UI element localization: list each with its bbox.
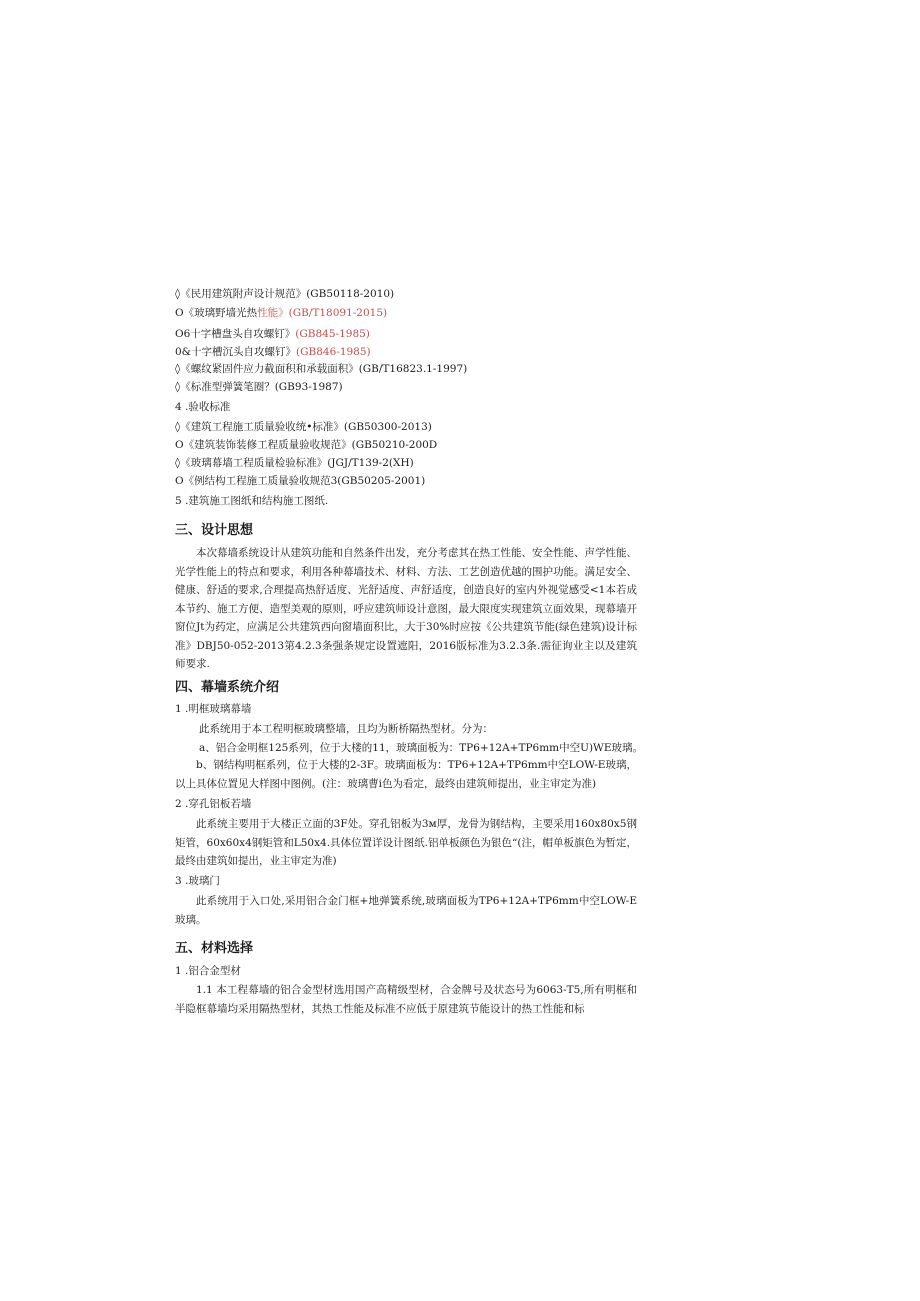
reference-line: O6十字槽盘头自攻螺钉》(GB845-1985)	[175, 328, 370, 340]
reference-line: ◊《螺纹紧固件应力截面积和承载面积》(GB/T16823.1-1997)	[175, 363, 468, 375]
reference-line: ◊《民用建筑附声设计规范》(GB50118-2010)	[175, 288, 395, 300]
numbered-item: 1 .铝合金型材	[175, 965, 241, 977]
section-heading: 五、材料选择	[175, 941, 254, 956]
reference-line: ◊《玻璃幕墙工程质量检验标准》(JGJ/T139-2(XH)	[175, 457, 414, 469]
numbered-item: 1 .明框玻璃幕墙	[175, 703, 252, 715]
reference-line: 0&十字槽沉头自攻螺钉》(GB846-1985)	[175, 346, 371, 358]
section-paragraph: 此系统用于入口处,采用铝合金门框+地弹簧系统,玻璃面板为TP6+12A+TP6mm中空LOW-E玻璃。	[175, 895, 637, 926]
numbered-item: 3 .玻璃门	[175, 875, 220, 887]
reference-line: O《建筑装饰装修工程质量验收规范》(GB50210-200D	[175, 439, 438, 451]
paragraph-line: a、铝合金明框125系列，位于大楼的11，玻璃面板为：TP6+12A+TP6mm中空U)WE玻璃。	[199, 742, 644, 754]
reference-line: ◊《建筑工程施工质量验收统•标准》(GB50300-2013)	[175, 421, 432, 433]
numbered-item: 5 .建筑施工图纸和结构施工图纸.	[175, 495, 329, 507]
section-paragraph: 1.1 本工程幕墙的铝合金型材选用国产高精级型材，合金牌号及状态号为6063-T5,所有明框和半隐框幕墙均采用隔热型材，其热工性能及标准不应低于原建筑节能设计的热工性能和标	[175, 984, 637, 1015]
reference-line: O《例结构工程施工质量验收规范3(GB50205-2001)	[175, 475, 426, 487]
numbered-item: 4 .验收标准	[175, 401, 231, 413]
reference-line: O《玻璃野墙光热性能》(GB/T18091-2015)	[175, 307, 388, 319]
paragraph-line: 此系统用于本工程明框玻璃整墙，且均为断桥隔热型材。分为：	[199, 723, 493, 735]
section-heading: 四、幕墙系统介绍	[175, 680, 280, 695]
section-paragraph: 此系统主要用于大楼正立面的3F处。穿孔铝板为3м厚，龙骨为钢结构，主要采用160x80x5钢矩管，60x60x4钢矩管和L50x4.具体位置详设计图纸.铝单板颜色为银色“(注，帽单板旗色为暂定，最终由建筑如提出，业主审定为准)	[175, 818, 637, 867]
reference-line: ◊《标准型弹簧笔圈？(GB93-1987)	[175, 381, 343, 393]
section-paragraph: 本次幕墙系统设计从建筑功能和自然条件出发，充分考虑其在热工性能、安全性能、声学性能、光学性能上的特点和要求，利用各种幕墙技术、材料、方法、工艺创造优越的围护功能。满足安全、健康、舒适的要求,合理提高热舒适度、光舒适度、声舒适度，创造良好的室内外视觉感受<1本若成本节约、施工方便、造型美观的原则，呼应建筑师设计意图，最大限度实现建筑立面效果，现幕墙开窗位Jt为药定，应满足公共建筑西向窗墙面积比，大于30%时应按《公共建筑节能(绿色建筑)设计标准》DBJ50-052-2013第4.2.3条强条规定设置遮阳，2016版标准为3.2.3条.需征询业主以及建筑师要求.	[175, 547, 637, 670]
section-heading: 三、设计思想	[175, 523, 254, 538]
numbered-item: 2 .穿孔铝板若墙	[175, 798, 252, 810]
section-paragraph: b、钢结构明框系列，位于大楼的2-3F。玻璃面板为：TP6+12A+TP6mm中空LOW-E玻璃，以上具体位置见大样图中图例。(注：玻璃曹i色为看定，最终由建筑师提出，业主审定为准)	[175, 759, 637, 790]
